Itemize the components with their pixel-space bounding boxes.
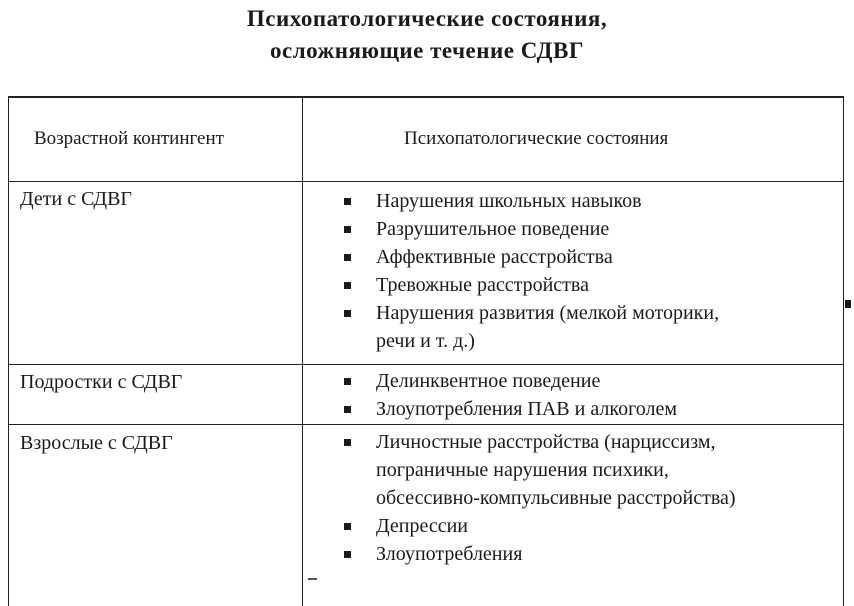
column-divider <box>302 96 303 606</box>
page-title-line-2: осложняющие течение СДВГ <box>270 38 584 63</box>
bullet-icon <box>344 226 351 233</box>
list-item-text: Нарушения школьных навыков <box>376 190 642 212</box>
conditions-list-adults <box>342 428 736 568</box>
list-item <box>342 428 736 512</box>
list-item-text: Злоупотребления ПАВ и алкоголем <box>376 398 678 420</box>
bullet-icon <box>344 198 351 205</box>
bullet-icon <box>344 551 351 558</box>
bullet-icon <box>344 310 351 317</box>
bullet-icon <box>344 439 351 446</box>
list-item-text: речи и т. д.) <box>376 330 475 352</box>
list-item <box>342 243 719 271</box>
conditions-list-teens <box>342 367 677 423</box>
list-item <box>342 215 719 243</box>
list-item-text: Нарушения развития (мелкой моторики, <box>376 302 720 324</box>
column-header-conditions: Психопатологические состояния <box>404 128 669 149</box>
list-item-text: Аффективные расстройства <box>376 246 613 268</box>
row-label-children: Дети с СДВГ <box>20 188 132 210</box>
row-label-adults: Взрослые с СДВГ <box>20 432 173 454</box>
bullet-icon <box>344 406 351 413</box>
conditions-list-children <box>342 187 719 355</box>
bullet-icon <box>344 523 351 530</box>
list-item <box>342 187 719 215</box>
row-divider-1 <box>8 364 844 365</box>
column-header-age-group: Возрастной контингент <box>34 128 224 149</box>
list-item-text: Личностные расстройства (нарциссизм, <box>376 431 716 453</box>
list-item-text: Депрессии <box>376 515 469 537</box>
list-item <box>342 512 736 540</box>
list-item <box>342 271 719 299</box>
page-title-line-1: Психопатологические состояния, <box>246 6 608 31</box>
row-label-teens: Подростки с СДВГ <box>20 371 183 393</box>
list-item <box>342 540 736 568</box>
list-item-text: Тревожные расстройства <box>376 274 589 296</box>
list-item-text: Делинквентное поведение <box>376 370 601 392</box>
margin-mark <box>845 300 851 308</box>
bullet-icon <box>344 282 351 289</box>
list-item <box>342 367 677 395</box>
row-divider-2 <box>8 424 844 425</box>
list-item-text: Разрушительное поведение <box>376 218 610 240</box>
list-item <box>342 395 677 423</box>
bullet-icon <box>344 378 351 385</box>
list-item <box>342 299 719 355</box>
list-item-text: Злоупотребления <box>376 543 523 565</box>
stray-dash-mark <box>308 578 317 580</box>
list-item-text: пограничные нарушения психики, <box>376 459 669 481</box>
list-item-text: обсессивно-компульсивные расстройства) <box>376 487 736 509</box>
header-divider <box>8 181 844 182</box>
bullet-icon <box>344 254 351 261</box>
